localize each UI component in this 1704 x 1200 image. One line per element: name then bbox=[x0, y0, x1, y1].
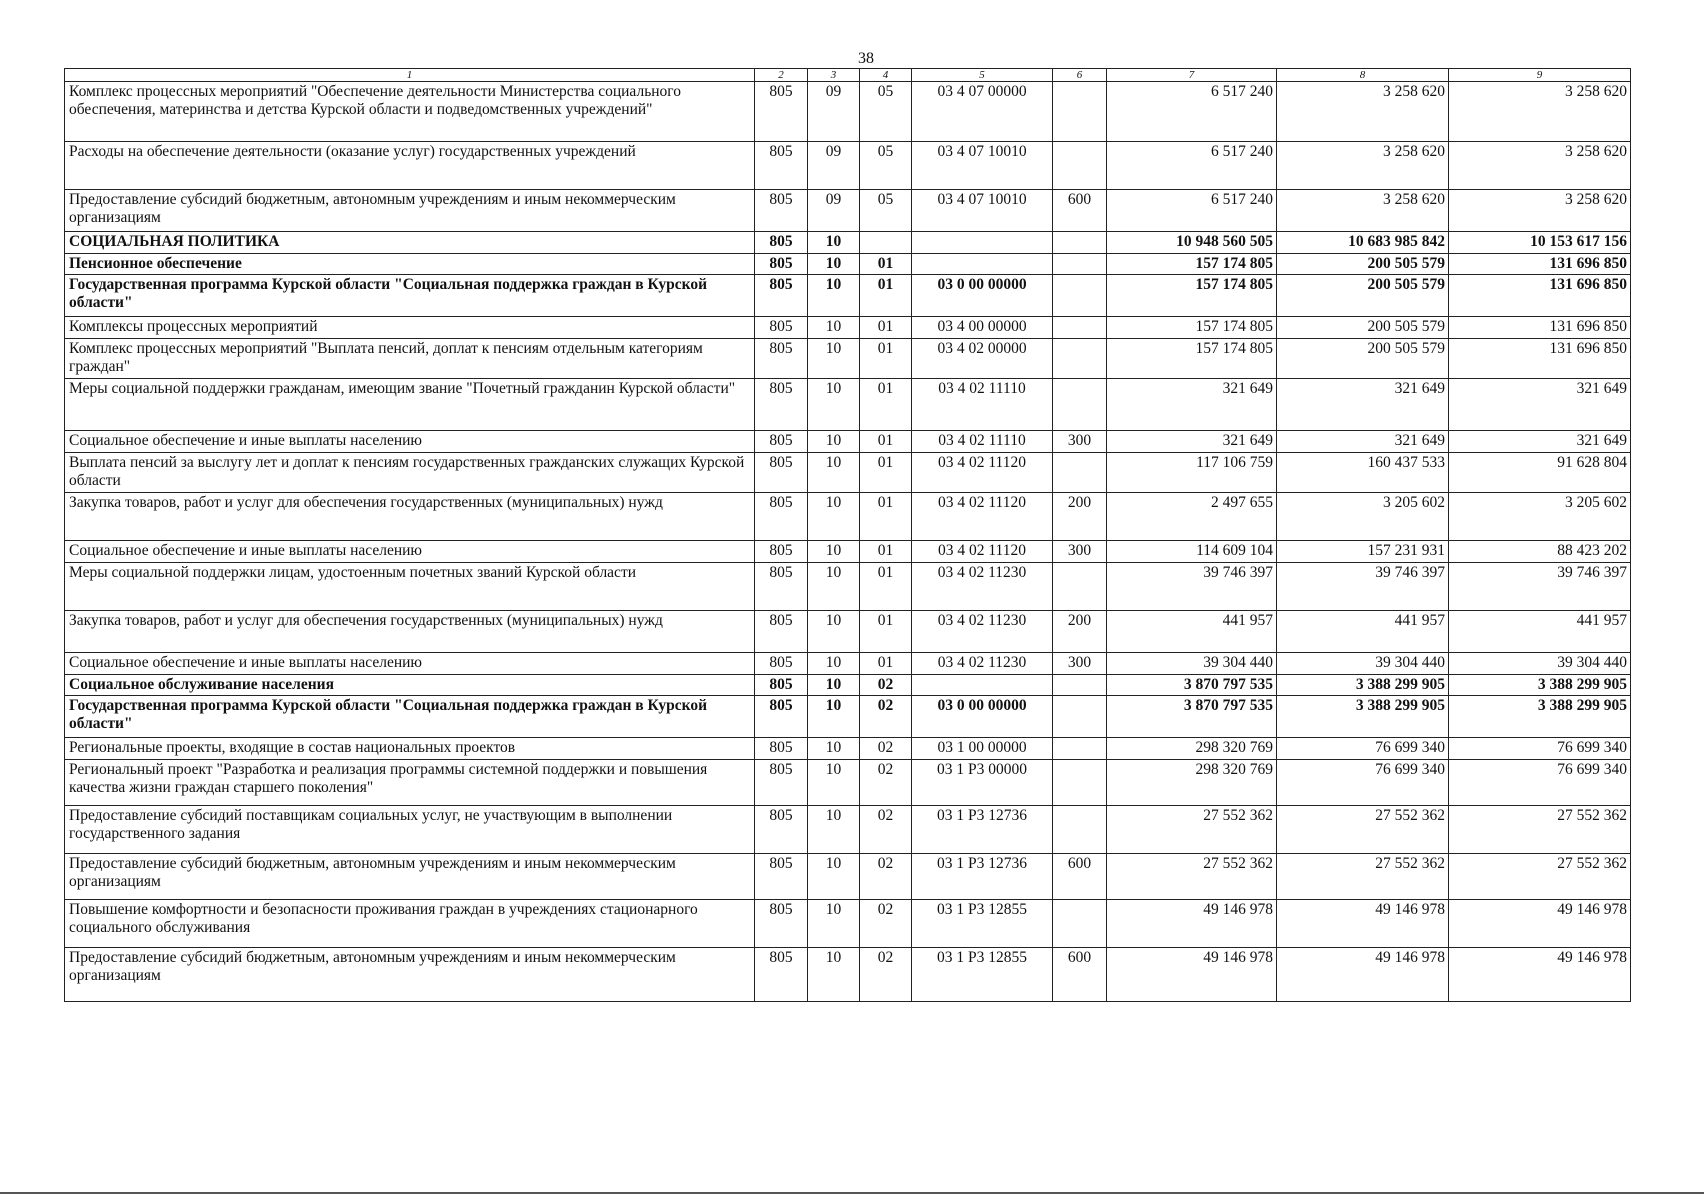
amount-year-1: 157 174 805 bbox=[1107, 339, 1277, 379]
subsection-code: 05 bbox=[860, 190, 912, 232]
expense-type-code bbox=[1053, 317, 1107, 339]
amount-year-2: 200 505 579 bbox=[1277, 317, 1449, 339]
row-name: Закупка товаров, работ и услуг для обеспечения государственных (муниципальных) нужд bbox=[65, 493, 755, 541]
table-row bbox=[65, 760, 1631, 806]
expense-type-code bbox=[1053, 379, 1107, 431]
row-name: Меры социальной поддержки лицам, удостоенным почетных званий Курской области bbox=[65, 563, 755, 611]
ministry-code: 805 bbox=[755, 142, 808, 190]
amount-year-1: 10 948 560 505 bbox=[1107, 232, 1277, 254]
amount-year-2: 10 683 985 842 bbox=[1277, 232, 1449, 254]
ministry-code: 805 bbox=[755, 948, 808, 1002]
amount-year-1: 3 870 797 535 bbox=[1107, 696, 1277, 738]
row-name: Социальное обеспечение и иные выплаты населению bbox=[65, 653, 755, 675]
target-article-code: 03 4 02 11120 bbox=[912, 453, 1053, 493]
table-row bbox=[65, 854, 1631, 900]
table-body bbox=[65, 69, 1631, 1002]
amount-year-2: 157 231 931 bbox=[1277, 541, 1449, 563]
section-code: 10 bbox=[808, 900, 860, 948]
amount-year-3: 3 205 602 bbox=[1449, 493, 1631, 541]
ministry-code: 805 bbox=[755, 760, 808, 806]
amount-year-3: 3 388 299 905 bbox=[1449, 675, 1631, 696]
ministry-code: 805 bbox=[755, 493, 808, 541]
subsection-code: 02 bbox=[860, 806, 912, 854]
amount-year-1: 114 609 104 bbox=[1107, 541, 1277, 563]
target-article-code: 03 0 00 00000 bbox=[912, 275, 1053, 317]
target-article-code: 03 1 00 00000 bbox=[912, 738, 1053, 760]
amount-year-1: 39 304 440 bbox=[1107, 653, 1277, 675]
amount-year-2: 321 649 bbox=[1277, 431, 1449, 453]
expense-type-code: 300 bbox=[1053, 431, 1107, 453]
amount-year-3: 3 258 620 bbox=[1449, 82, 1631, 142]
table-row bbox=[65, 317, 1631, 339]
row-name: Предоставление субсидий бюджетным, автономным учреждениям и иным некоммерческим организациям bbox=[65, 948, 755, 1002]
row-name: Комплексы процессных мероприятий bbox=[65, 317, 755, 339]
amount-year-2: 200 505 579 bbox=[1277, 254, 1449, 275]
amount-year-3: 10 153 617 156 bbox=[1449, 232, 1631, 254]
amount-year-3: 39 746 397 bbox=[1449, 563, 1631, 611]
amount-year-3: 27 552 362 bbox=[1449, 854, 1631, 900]
target-article-code: 03 4 02 11110 bbox=[912, 431, 1053, 453]
amount-year-2: 3 258 620 bbox=[1277, 82, 1449, 142]
amount-year-3: 49 146 978 bbox=[1449, 948, 1631, 1002]
ministry-code: 805 bbox=[755, 563, 808, 611]
ministry-code: 805 bbox=[755, 190, 808, 232]
section-code: 10 bbox=[808, 696, 860, 738]
target-article-code: 03 4 00 00000 bbox=[912, 317, 1053, 339]
amount-year-1: 6 517 240 bbox=[1107, 142, 1277, 190]
amount-year-3: 441 957 bbox=[1449, 611, 1631, 653]
column-number: 1 bbox=[65, 69, 755, 82]
row-name: Закупка товаров, работ и услуг для обеспечения государственных (муниципальных) нужд bbox=[65, 611, 755, 653]
expense-type-code bbox=[1053, 806, 1107, 854]
target-article-code: 03 1 Р3 12736 bbox=[912, 854, 1053, 900]
column-number: 6 bbox=[1053, 69, 1107, 82]
expense-type-code bbox=[1053, 760, 1107, 806]
amount-year-1: 157 174 805 bbox=[1107, 317, 1277, 339]
amount-year-2: 76 699 340 bbox=[1277, 738, 1449, 760]
amount-year-1: 27 552 362 bbox=[1107, 806, 1277, 854]
subsection-code: 01 bbox=[860, 431, 912, 453]
amount-year-3: 3 258 620 bbox=[1449, 142, 1631, 190]
ministry-code: 805 bbox=[755, 431, 808, 453]
subsection-code bbox=[860, 232, 912, 254]
subsection-code: 01 bbox=[860, 611, 912, 653]
target-article-code: 03 4 02 11230 bbox=[912, 653, 1053, 675]
amount-year-1: 441 957 bbox=[1107, 611, 1277, 653]
table-row bbox=[65, 738, 1631, 760]
target-article-code: 03 4 07 00000 bbox=[912, 82, 1053, 142]
amount-year-1: 27 552 362 bbox=[1107, 854, 1277, 900]
expense-type-code: 200 bbox=[1053, 611, 1107, 653]
budget-table bbox=[64, 68, 1631, 1002]
amount-year-2: 27 552 362 bbox=[1277, 806, 1449, 854]
amount-year-1: 117 106 759 bbox=[1107, 453, 1277, 493]
table-row bbox=[65, 190, 1631, 232]
amount-year-3: 3 258 620 bbox=[1449, 190, 1631, 232]
target-article-code: 03 1 Р3 12855 bbox=[912, 948, 1053, 1002]
expense-type-code bbox=[1053, 696, 1107, 738]
subsection-code: 01 bbox=[860, 453, 912, 493]
expense-type-code bbox=[1053, 254, 1107, 275]
amount-year-3: 91 628 804 bbox=[1449, 453, 1631, 493]
expense-type-code bbox=[1053, 738, 1107, 760]
section-code: 10 bbox=[808, 675, 860, 696]
expense-type-code: 300 bbox=[1053, 653, 1107, 675]
amount-year-3: 131 696 850 bbox=[1449, 275, 1631, 317]
amount-year-3: 131 696 850 bbox=[1449, 317, 1631, 339]
row-name: Социальное обеспечение и иные выплаты населению bbox=[65, 431, 755, 453]
subsection-code: 02 bbox=[860, 760, 912, 806]
ministry-code: 805 bbox=[755, 82, 808, 142]
amount-year-3: 39 304 440 bbox=[1449, 653, 1631, 675]
subsection-code: 01 bbox=[860, 379, 912, 431]
table-row bbox=[65, 82, 1631, 142]
row-name: Региональный проект "Разработка и реализация программы системной поддержки и повышения качества жизни граждан старшего поколения" bbox=[65, 760, 755, 806]
target-article-code bbox=[912, 232, 1053, 254]
target-article-code: 03 0 00 00000 bbox=[912, 696, 1053, 738]
amount-year-3: 27 552 362 bbox=[1449, 806, 1631, 854]
subsection-code: 05 bbox=[860, 142, 912, 190]
row-name: Выплата пенсий за выслугу лет и доплат к пенсиям государственных гражданских служащих Курской области bbox=[65, 453, 755, 493]
table-row bbox=[65, 696, 1631, 738]
row-name: Региональные проекты, входящие в состав национальных проектов bbox=[65, 738, 755, 760]
section-code: 10 bbox=[808, 738, 860, 760]
target-article-code bbox=[912, 675, 1053, 696]
subsection-code: 02 bbox=[860, 696, 912, 738]
amount-year-1: 298 320 769 bbox=[1107, 760, 1277, 806]
amount-year-1: 49 146 978 bbox=[1107, 900, 1277, 948]
ministry-code: 805 bbox=[755, 232, 808, 254]
section-code: 10 bbox=[808, 317, 860, 339]
ministry-code: 805 bbox=[755, 696, 808, 738]
table-row bbox=[65, 611, 1631, 653]
ministry-code: 805 bbox=[755, 541, 808, 563]
ministry-code: 805 bbox=[755, 611, 808, 653]
subsection-code: 02 bbox=[860, 675, 912, 696]
amount-year-1: 321 649 bbox=[1107, 379, 1277, 431]
column-number: 8 bbox=[1277, 69, 1449, 82]
table-row bbox=[65, 453, 1631, 493]
row-name: Социальное обеспечение и иные выплаты населению bbox=[65, 541, 755, 563]
column-number: 4 bbox=[860, 69, 912, 82]
expense-type-code: 300 bbox=[1053, 541, 1107, 563]
section-code: 10 bbox=[808, 760, 860, 806]
ministry-code: 805 bbox=[755, 738, 808, 760]
table-row bbox=[65, 948, 1631, 1002]
amount-year-1: 39 746 397 bbox=[1107, 563, 1277, 611]
table-row bbox=[65, 254, 1631, 275]
column-number: 2 bbox=[755, 69, 808, 82]
amount-year-1: 321 649 bbox=[1107, 431, 1277, 453]
section-code: 09 bbox=[808, 190, 860, 232]
expense-type-code: 600 bbox=[1053, 190, 1107, 232]
section-code: 10 bbox=[808, 611, 860, 653]
amount-year-2: 49 146 978 bbox=[1277, 900, 1449, 948]
column-number: 7 bbox=[1107, 69, 1277, 82]
amount-year-1: 157 174 805 bbox=[1107, 275, 1277, 317]
section-code: 10 bbox=[808, 379, 860, 431]
amount-year-2: 76 699 340 bbox=[1277, 760, 1449, 806]
amount-year-1: 3 870 797 535 bbox=[1107, 675, 1277, 696]
expense-type-code bbox=[1053, 563, 1107, 611]
amount-year-1: 298 320 769 bbox=[1107, 738, 1277, 760]
ministry-code: 805 bbox=[755, 806, 808, 854]
amount-year-3: 321 649 bbox=[1449, 379, 1631, 431]
subsection-code: 02 bbox=[860, 900, 912, 948]
row-name: Государственная программа Курской области "Социальная поддержка граждан в Курской области" bbox=[65, 275, 755, 317]
amount-year-2: 3 388 299 905 bbox=[1277, 675, 1449, 696]
table-row bbox=[65, 431, 1631, 453]
column-number: 3 bbox=[808, 69, 860, 82]
expense-type-code bbox=[1053, 900, 1107, 948]
table-row bbox=[65, 563, 1631, 611]
ministry-code: 805 bbox=[755, 339, 808, 379]
row-name: Предоставление субсидий поставщикам социальных услуг, не участвующим в выполнении государственного задания bbox=[65, 806, 755, 854]
section-code: 10 bbox=[808, 232, 860, 254]
page-number: 38 bbox=[858, 50, 874, 67]
subsection-code: 01 bbox=[860, 563, 912, 611]
amount-year-3: 131 696 850 bbox=[1449, 254, 1631, 275]
table-row bbox=[65, 653, 1631, 675]
table-row bbox=[65, 493, 1631, 541]
expense-type-code bbox=[1053, 275, 1107, 317]
page-bottom-edge bbox=[0, 1192, 1704, 1194]
amount-year-3: 88 423 202 bbox=[1449, 541, 1631, 563]
row-name: Социальное обслуживание населения bbox=[65, 675, 755, 696]
expense-type-code bbox=[1053, 453, 1107, 493]
section-code: 10 bbox=[808, 339, 860, 379]
ministry-code: 805 bbox=[755, 653, 808, 675]
table-row bbox=[65, 541, 1631, 563]
section-code: 10 bbox=[808, 854, 860, 900]
amount-year-2: 3 205 602 bbox=[1277, 493, 1449, 541]
table-row bbox=[65, 675, 1631, 696]
subsection-code: 05 bbox=[860, 82, 912, 142]
subsection-code: 01 bbox=[860, 493, 912, 541]
table-row bbox=[65, 275, 1631, 317]
row-name: Повышение комфортности и безопасности проживания граждан в учреждениях стационарного социального обслуживания bbox=[65, 900, 755, 948]
amount-year-1: 6 517 240 bbox=[1107, 82, 1277, 142]
subsection-code: 01 bbox=[860, 254, 912, 275]
target-article-code: 03 1 Р3 00000 bbox=[912, 760, 1053, 806]
row-name: Предоставление субсидий бюджетным, автономным учреждениям и иным некоммерческим организациям bbox=[65, 854, 755, 900]
amount-year-2: 160 437 533 bbox=[1277, 453, 1449, 493]
amount-year-2: 200 505 579 bbox=[1277, 275, 1449, 317]
target-article-code: 03 4 07 10010 bbox=[912, 190, 1053, 232]
amount-year-1: 49 146 978 bbox=[1107, 948, 1277, 1002]
table-row bbox=[65, 142, 1631, 190]
table-row bbox=[65, 232, 1631, 254]
amount-year-2: 3 258 620 bbox=[1277, 190, 1449, 232]
expense-type-code: 600 bbox=[1053, 948, 1107, 1002]
target-article-code: 03 4 02 11120 bbox=[912, 541, 1053, 563]
section-code: 10 bbox=[808, 653, 860, 675]
row-name: Государственная программа Курской области "Социальная поддержка граждан в Курской области" bbox=[65, 696, 755, 738]
column-number-row bbox=[65, 69, 1631, 82]
amount-year-2: 3 388 299 905 bbox=[1277, 696, 1449, 738]
target-article-code: 03 1 Р3 12736 bbox=[912, 806, 1053, 854]
table-row bbox=[65, 339, 1631, 379]
ministry-code: 805 bbox=[755, 453, 808, 493]
expense-type-code: 600 bbox=[1053, 854, 1107, 900]
amount-year-2: 3 258 620 bbox=[1277, 142, 1449, 190]
amount-year-2: 200 505 579 bbox=[1277, 339, 1449, 379]
amount-year-3: 3 388 299 905 bbox=[1449, 696, 1631, 738]
subsection-code: 01 bbox=[860, 275, 912, 317]
ministry-code: 805 bbox=[755, 275, 808, 317]
section-code: 10 bbox=[808, 948, 860, 1002]
ministry-code: 805 bbox=[755, 317, 808, 339]
amount-year-2: 39 304 440 bbox=[1277, 653, 1449, 675]
ministry-code: 805 bbox=[755, 675, 808, 696]
section-code: 10 bbox=[808, 563, 860, 611]
row-name: Пенсионное обеспечение bbox=[65, 254, 755, 275]
subsection-code: 02 bbox=[860, 854, 912, 900]
expense-type-code bbox=[1053, 339, 1107, 379]
row-name: Меры социальной поддержки гражданам, имеющим звание "Почетный гражданин Курской области" bbox=[65, 379, 755, 431]
subsection-code: 01 bbox=[860, 653, 912, 675]
amount-year-3: 49 146 978 bbox=[1449, 900, 1631, 948]
amount-year-2: 49 146 978 bbox=[1277, 948, 1449, 1002]
target-article-code: 03 4 02 11230 bbox=[912, 563, 1053, 611]
amount-year-3: 76 699 340 bbox=[1449, 760, 1631, 806]
target-article-code: 03 4 02 11110 bbox=[912, 379, 1053, 431]
table-row bbox=[65, 806, 1631, 854]
subsection-code: 01 bbox=[860, 541, 912, 563]
section-code: 10 bbox=[808, 806, 860, 854]
row-name: СОЦИАЛЬНАЯ ПОЛИТИКА bbox=[65, 232, 755, 254]
column-number: 5 bbox=[912, 69, 1053, 82]
amount-year-2: 39 746 397 bbox=[1277, 563, 1449, 611]
expense-type-code: 200 bbox=[1053, 493, 1107, 541]
table-row bbox=[65, 379, 1631, 431]
target-article-code: 03 4 02 11230 bbox=[912, 611, 1053, 653]
target-article-code: 03 1 Р3 12855 bbox=[912, 900, 1053, 948]
expense-type-code bbox=[1053, 232, 1107, 254]
amount-year-1: 157 174 805 bbox=[1107, 254, 1277, 275]
row-name: Комплекс процессных мероприятий "Выплата пенсий, доплат к пенсиям отдельным категориям граждан" bbox=[65, 339, 755, 379]
section-code: 10 bbox=[808, 453, 860, 493]
subsection-code: 01 bbox=[860, 339, 912, 379]
amount-year-1: 6 517 240 bbox=[1107, 190, 1277, 232]
target-article-code: 03 4 02 11120 bbox=[912, 493, 1053, 541]
ministry-code: 805 bbox=[755, 900, 808, 948]
ministry-code: 805 bbox=[755, 254, 808, 275]
amount-year-2: 441 957 bbox=[1277, 611, 1449, 653]
amount-year-3: 76 699 340 bbox=[1449, 738, 1631, 760]
table-row bbox=[65, 900, 1631, 948]
section-code: 10 bbox=[808, 254, 860, 275]
section-code: 10 bbox=[808, 431, 860, 453]
row-name: Комплекс процессных мероприятий "Обеспечение деятельности Министерства социального обеспечения, материнства и детства Курской области и подведомственных учреждений" bbox=[65, 82, 755, 142]
section-code: 10 bbox=[808, 541, 860, 563]
subsection-code: 02 bbox=[860, 948, 912, 1002]
section-code: 10 bbox=[808, 275, 860, 317]
section-code: 09 bbox=[808, 82, 860, 142]
row-name: Расходы на обеспечение деятельности (оказание услуг) государственных учреждений bbox=[65, 142, 755, 190]
ministry-code: 805 bbox=[755, 854, 808, 900]
subsection-code: 01 bbox=[860, 317, 912, 339]
expense-type-code bbox=[1053, 675, 1107, 696]
expense-type-code bbox=[1053, 142, 1107, 190]
target-article-code bbox=[912, 254, 1053, 275]
target-article-code: 03 4 02 00000 bbox=[912, 339, 1053, 379]
subsection-code: 02 bbox=[860, 738, 912, 760]
target-article-code: 03 4 07 10010 bbox=[912, 142, 1053, 190]
row-name: Предоставление субсидий бюджетным, автономным учреждениям и иным некоммерческим организациям bbox=[65, 190, 755, 232]
amount-year-2: 321 649 bbox=[1277, 379, 1449, 431]
amount-year-3: 131 696 850 bbox=[1449, 339, 1631, 379]
amount-year-1: 2 497 655 bbox=[1107, 493, 1277, 541]
expense-type-code bbox=[1053, 82, 1107, 142]
section-code: 09 bbox=[808, 142, 860, 190]
ministry-code: 805 bbox=[755, 379, 808, 431]
amount-year-2: 27 552 362 bbox=[1277, 854, 1449, 900]
amount-year-3: 321 649 bbox=[1449, 431, 1631, 453]
section-code: 10 bbox=[808, 493, 860, 541]
column-number: 9 bbox=[1449, 69, 1631, 82]
